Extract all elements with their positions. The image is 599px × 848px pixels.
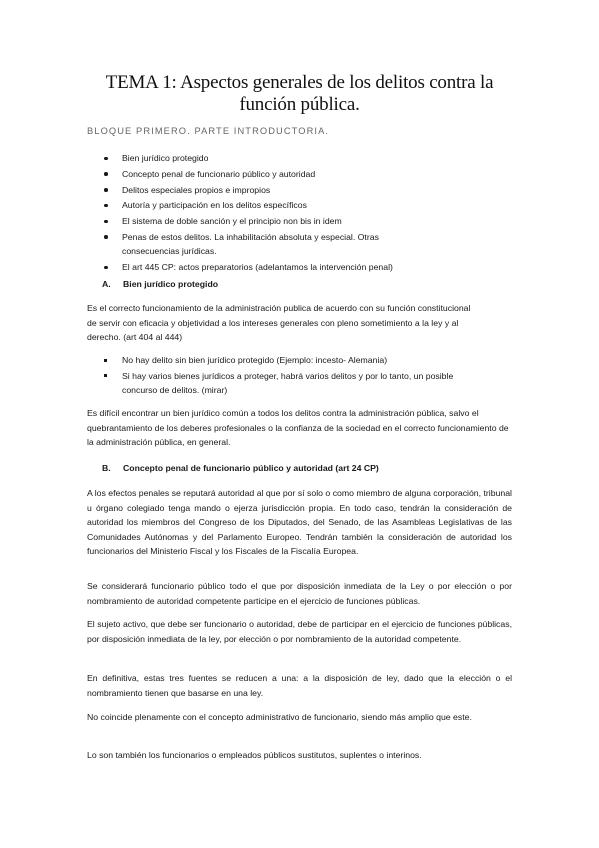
index-item: Delitos especiales propios e impropios [104, 183, 452, 198]
section-b-paragraph: A los efectos penales se reputará autoridad al que por sí solo o como miembro de alguna corporación, tribunal u órgano colegiado tenga mando o ejerza jurisdicción propia. En todo caso, tendrán la consideración de autoridad los miembros del Congreso de los Diputados, del Senado, de las Asambleas Legislativas de las Comunidades Autónomas y del Parlamento Europeo. Tendrán también la consideración de autoridad los funcionarios del Ministerio Fiscal y los Fiscales de la Fiscalía Europea. [87, 488, 512, 556]
section-b-heading [102, 461, 379, 476]
section-a-title: Bien jurídico protegido [123, 279, 219, 289]
section-a-paragraph: Es el correcto funcionamiento de la administración publica de acuerdo con su función constitucional de servir con eficacia y objetividad a los intereses generales con pleno sometimiento a la ley y al derecho. (art 404 al 444) [87, 303, 471, 342]
index-item: Penas de estos delitos. La inhabilitación absoluta y especial. Otras consecuencias jurídicas. [104, 230, 432, 259]
section-b-paragraph: Lo son también los funcionarios o empleados públicos sustitutos, suplentes o interinos. [87, 750, 422, 760]
section-b-paragraph: Se considerará funcionario público todo el que por disposición inmediata de la Ley o por elección o por nombramiento de autoridad competente participe en el ejercicio de funciones públicas. [87, 581, 512, 606]
section-a-bullets [104, 353, 462, 399]
index-list [104, 151, 452, 276]
index-item: Autoría y participación en los delitos específicos [104, 198, 452, 213]
list-item: Si hay varios bienes jurídicos a proteger, habrá varios delitos y por lo tanto, un posible concurso de delitos. (mirar) [104, 369, 462, 398]
document-title: TEMA 1: Aspectos generales de los delitos contra la función pública. [105, 72, 494, 115]
index-item: Concepto penal de funcionario público y autoridad [104, 167, 452, 182]
index-item: El art 445 CP: actos preparatorios (adelantamos la intervención penal) [104, 260, 452, 275]
section-b-title: Concepto penal de funcionario público y autoridad (art 24 CP) [123, 463, 379, 473]
section-b-letter: B. [102, 463, 111, 473]
list-item: No hay delito sin bien jurídico protegido (Ejemplo: incesto- Alemania) [104, 353, 462, 368]
index-item: El sistema de doble sanción y el principio non bis in idem [104, 214, 452, 229]
index-item: Bien jurídico protegido [104, 151, 452, 166]
section-a-paragraph: Es difícil encontrar un bien jurídico común a todos los delitos contra la administración pública, salvo el quebrantamiento de los deberes profesionales o la confianza de la sociedad en el correcto funcionamiento de la administración pública, en general. [87, 408, 509, 447]
section-b-paragraph: En definitiva, estas tres fuentes se reducen a una: a la disposición de ley, dado que la elección o el nombramiento tienen que basarse en una ley. [87, 673, 512, 698]
section-b-paragraph: El sujeto activo, que debe ser funcionario o autoridad, debe de participar en el ejercicio de funciones públicas, por disposición inmediata de la ley, por elección o por nombramiento de la autoridad competente. [87, 619, 512, 644]
section-a-letter: A. [102, 279, 111, 289]
section-a-heading [102, 277, 218, 292]
section-subtitle: BLOQUE PRIMERO. PARTE INTRODUCTORIA. [87, 126, 330, 136]
section-b-paragraph: No coincide plenamente con el concepto administrativo de funcionario, siendo más amplio que este. [87, 712, 472, 722]
